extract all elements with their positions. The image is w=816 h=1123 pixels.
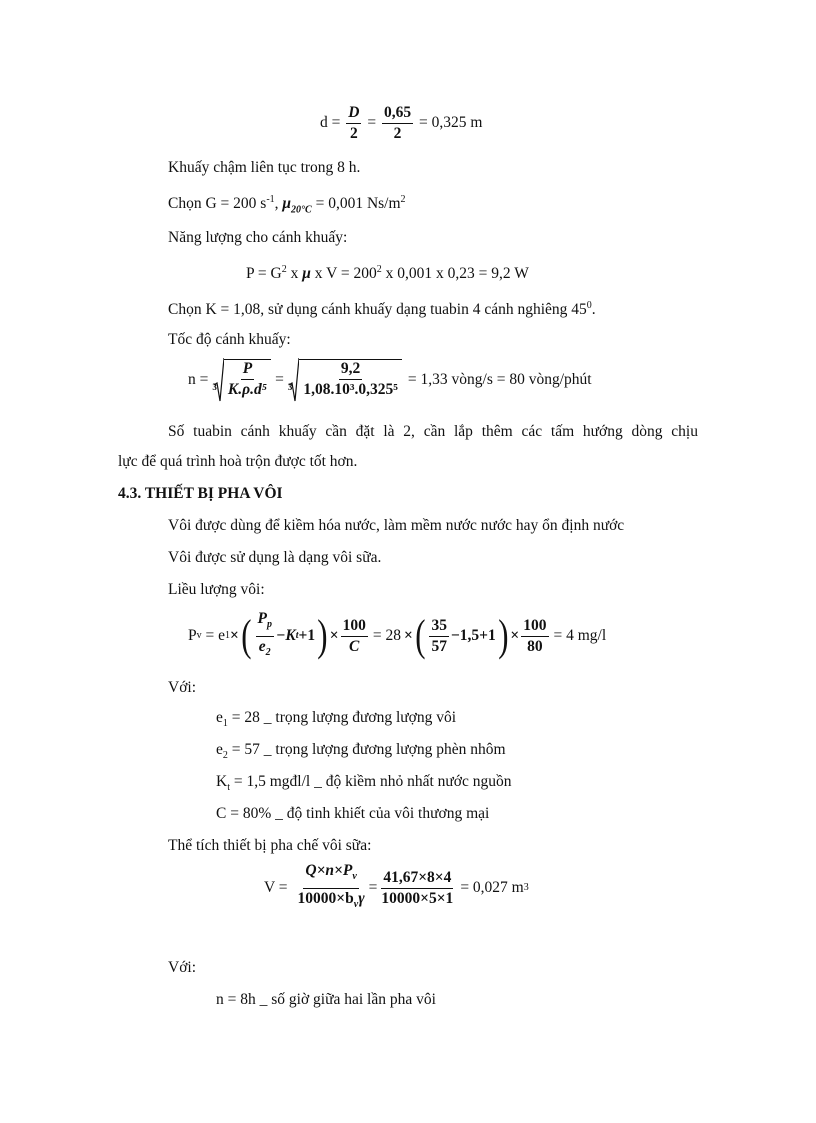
- text-chon-k: Chọn K = 1,08, sử dụng cánh khuấy dạng tuabin 4 cánh nghiêng $45^0$.: [168, 300, 596, 319]
- equation-d: d = $\frac{D}{2}$ = $\frac{0,65}{2}$ = 0,325 m: [320, 104, 483, 142]
- fraction-numeric-v: $\frac{41,67\times 8\times 4}{10000\times 5\times 1}$: [381, 868, 454, 907]
- paragraph-so-tuabin-line1: Số tuabin cánh khuấy cần đặt là 2, cần lắp thêm các tấm hướng dòng chịu: [168, 423, 698, 440]
- text-voi-1: Vôi được dùng để kiềm hóa nước, làm mềm nước nước hay ổn định nước: [168, 517, 625, 534]
- def-c: C = 80% _ độ tinh khiết của vôi thương mại: [216, 805, 490, 822]
- text-khuay-cham: Khuấy chậm liên tục trong 8 h.: [168, 159, 361, 176]
- fraction-qnpv: $Q\times n\times P_v$ $10000\times b_v\gamma$: [297, 862, 365, 910]
- fraction-d-over-2: $\frac{D}{2}$: [348, 104, 360, 142]
- def-e1: $e_1 = 28$ _ trọng lượng đương lượng vôi: [216, 709, 457, 730]
- fraction-100-over-c: $\frac{100}{C}$: [342, 616, 366, 655]
- fraction-92-over-denominator: $\frac{9,2}{\text{1,08.10³.0,325⁵}}$: [303, 360, 398, 398]
- fraction-pp-over-e2: $P_p$ $e_2$: [257, 610, 272, 658]
- text-voi-label-1: Với:: [168, 679, 197, 696]
- heading-4-3: 4.3. THIẾT BỊ PHA VÔI: [118, 485, 283, 502]
- text-voi-label-2: Với:: [168, 959, 197, 976]
- cube-root-2: 3 $\frac{9,2}{\text{1,08.10³.0,325⁵}}$: [288, 357, 402, 403]
- text-voi-2: Vôi được sử dụng là dạng vôi sữa.: [168, 549, 382, 566]
- fraction-100-over-80: $\frac{100}{80}$: [523, 616, 547, 655]
- text-chon-g: Chọn G = 200 $s^{-1}$, $\mu_{20^\circ C} = 0,001$ $Ns/m^2$: [168, 194, 406, 216]
- text-nang-luong: Năng lượng cho cánh khuấy:: [168, 229, 348, 246]
- equation-p: $P = G^2$ x μ x $V = 200^2$ x 0,001 x 0,23 = 9,2 W: [246, 264, 529, 283]
- equation-pv: P v = e 1 × ( $P_p$ $e_2$ −K t +1 ) × $\frac{100}{C}$ = 28 × ( 35 57 −1,5+1 ) × $\frac{100}{80}$ = 4 mg/l: [188, 610, 607, 660]
- fraction-065-over-2: $\frac{0,65}{2}$: [383, 104, 412, 142]
- equation-n: n = 3 $\frac{P}{\text{K.ρ.d⁵}}$ = 3 $\frac{9,2}{\text{1,08.10³.0,325⁵}}$ = 1,33 vòng/s = 80 vòng/phút: [188, 357, 592, 403]
- def-n: n = 8h _ số giờ giữa hai lần pha vôi: [216, 991, 436, 1008]
- cube-root-1: 3 $\frac{P}{\text{K.ρ.d⁵}}$: [212, 357, 271, 403]
- fraction-p-over-k: $\frac{P}{\text{K.ρ.d⁵}}$: [227, 360, 268, 398]
- text-the-tich: Thể tích thiết bị pha chế vôi sữa:: [168, 837, 372, 854]
- text-lieu-luong: Liều lượng vôi:: [168, 581, 265, 598]
- paragraph-so-tuabin-line2: lực để quá trình hoà trộn được tốt hơn.: [118, 453, 358, 470]
- fraction-35-over-57: 35 57: [431, 616, 447, 655]
- def-kt: $K_t = 1,5$ mgđl/l _ độ kiềm nhỏ nhất nước nguồn: [216, 773, 512, 794]
- def-e2: $e_2 = 57$ _ trọng lượng đương lượng phèn nhôm: [216, 741, 506, 762]
- text-toc-do: Tốc độ cánh khuấy:: [168, 331, 291, 348]
- equation-v: V = $Q\times n\times P_v$ $10000\times b_v\gamma$ = $\frac{41,67\times 8\times 4}{10000\times 5\times 1}$ = 0,027 m 3: [264, 866, 529, 910]
